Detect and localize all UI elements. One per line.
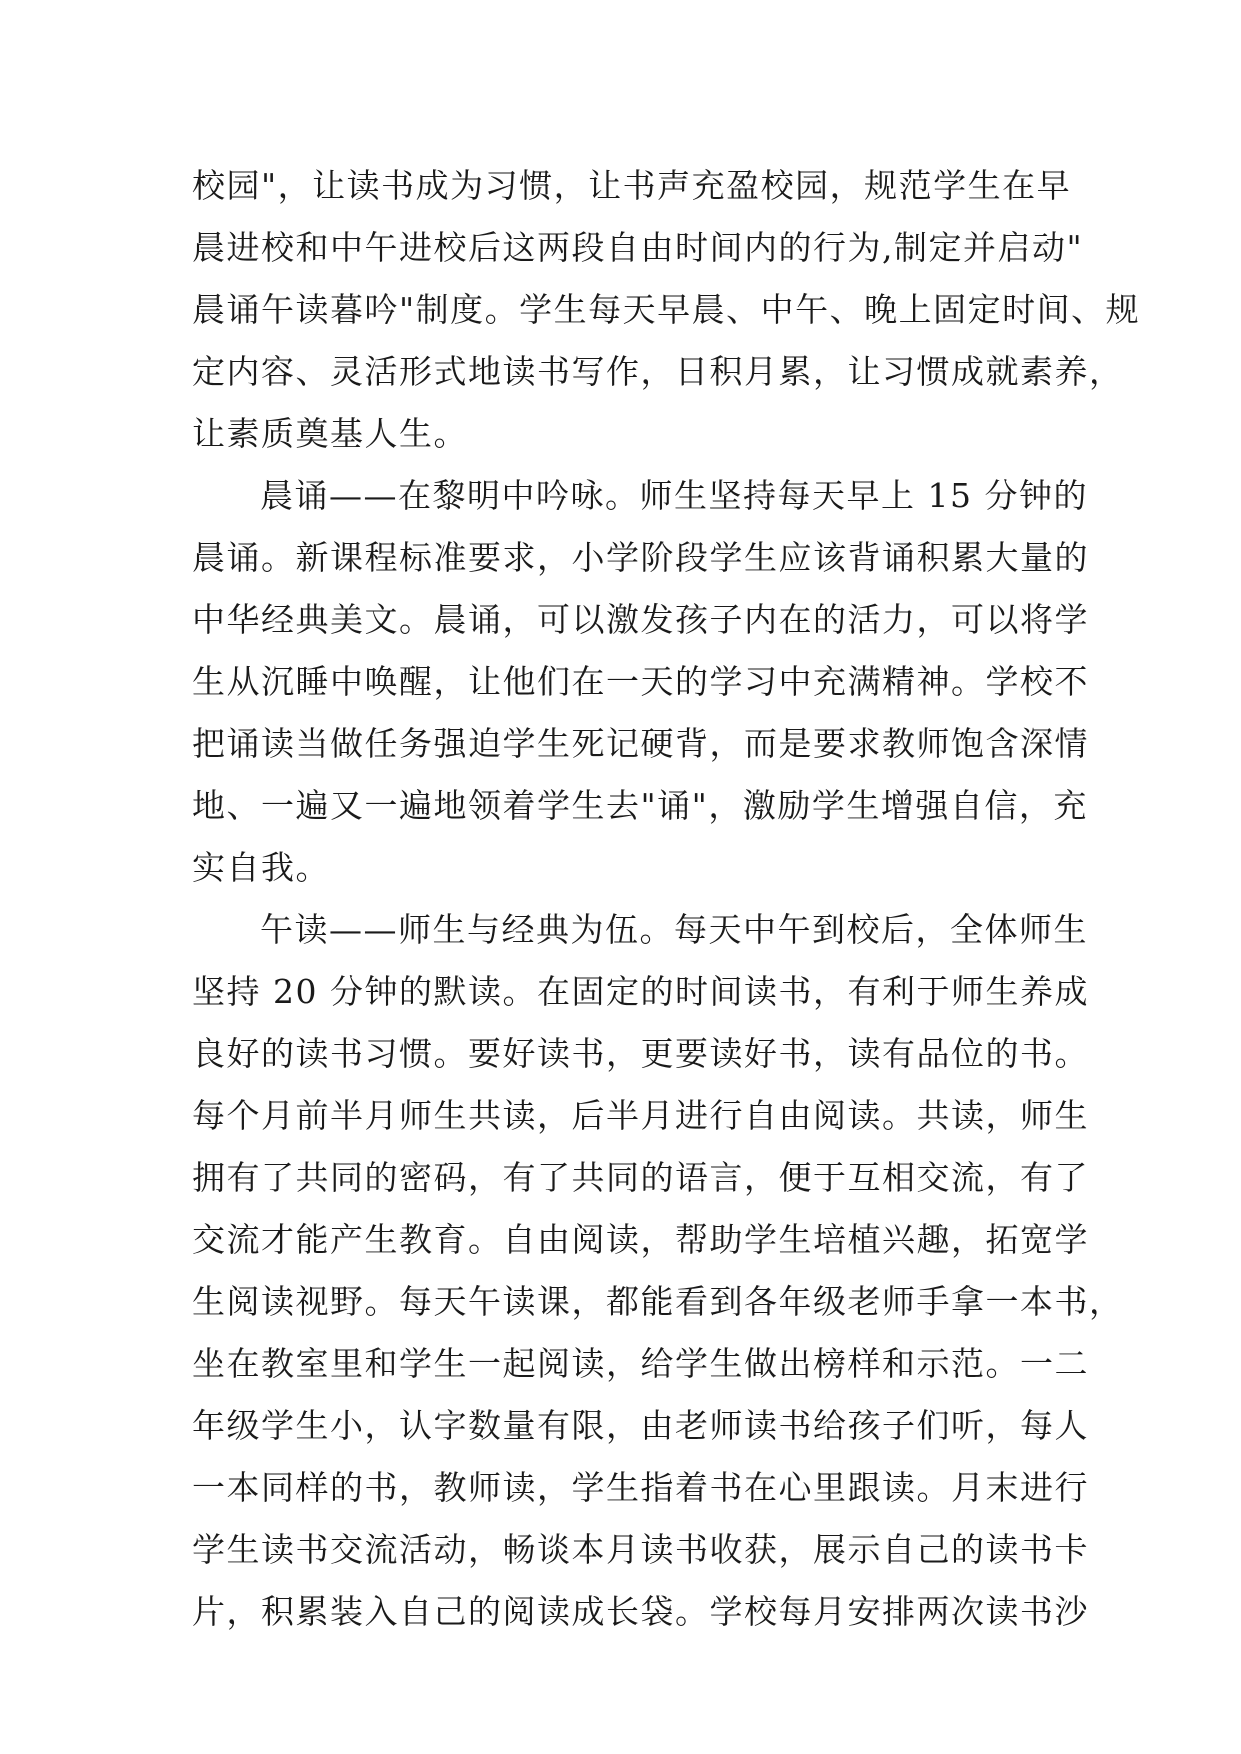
text-line: 每个月前半月师生共读，后半月进行自由阅读。共读，师生 (192, 1096, 1089, 1135)
text-line: 让素质奠基人生。 (192, 414, 468, 453)
text-line: 实自我。 (192, 848, 330, 887)
text-line: 坚持 20 分钟的默读。在固定的时间读书，有利于师生养成 (192, 972, 1089, 1011)
text-line: 一本同样的书，教师读，学生指着书在心里跟读。月末进行 (192, 1468, 1089, 1507)
text-line: 晨诵午读暮吟"制度。学生每天早晨、中午、晚上固定时间、规 (192, 290, 1141, 329)
text-line: 交流才能产生教育。自由阅读，帮助学生培植兴趣，拓宽学 (192, 1220, 1089, 1259)
text-line: 片，积累装入自己的阅读成长袋。学校每月安排两次读书沙 (192, 1592, 1089, 1631)
text-line: 地、一遍又一遍地领着学生去"诵"，激励学生增强自信，充 (192, 786, 1088, 825)
text-line: 良好的读书习惯。要好读书，更要读好书，读有品位的书。 (192, 1034, 1089, 1073)
paragraph-start-line: 午读——师生与经典为伍。每天中午到校后，全体师生 (260, 910, 1088, 949)
text-line: 学生读书交流活动，畅谈本月读书收获，展示自己的读书卡 (192, 1530, 1089, 1569)
body-text (192, 155, 1141, 1643)
text-line: 年级学生小，认字数量有限，由老师读书给孩子们听，每人 (192, 1406, 1089, 1445)
text-line: 把诵读当做任务强迫学生死记硬背，而是要求教师饱含深情 (192, 724, 1089, 763)
text-line: 拥有了共同的密码，有了共同的语言，便于互相交流，有了 (192, 1158, 1089, 1197)
text-line: 定内容、灵活形式地读书写作，日积月累，让习惯成就素养， (192, 352, 1124, 391)
text-line: 生阅读视野。每天午读课，都能看到各年级老师手拿一本书， (192, 1282, 1124, 1321)
text-line: 生从沉睡中唤醒，让他们在一天的学习中充满精神。学校不 (192, 662, 1089, 701)
text-line: 坐在教室里和学生一起阅读，给学生做出榜样和示范。一二 (192, 1344, 1089, 1383)
text-line: 校园"，让读书成为习惯，让书声充盈校园，规范学生在早 (192, 166, 1072, 205)
text-line: 晨进校和中午进校后这两段自由时间内的行为,制定并启动" (192, 228, 1084, 267)
paragraph-start-line: 晨诵——在黎明中吟咏。师生坚持每天早上 15 分钟的 (260, 476, 1088, 515)
text-line: 晨诵。新课程标准要求，小学阶段学生应该背诵积累大量的 (192, 538, 1089, 577)
text-line: 中华经典美文。晨诵，可以激发孩子内在的活力，可以将学 (192, 600, 1089, 639)
